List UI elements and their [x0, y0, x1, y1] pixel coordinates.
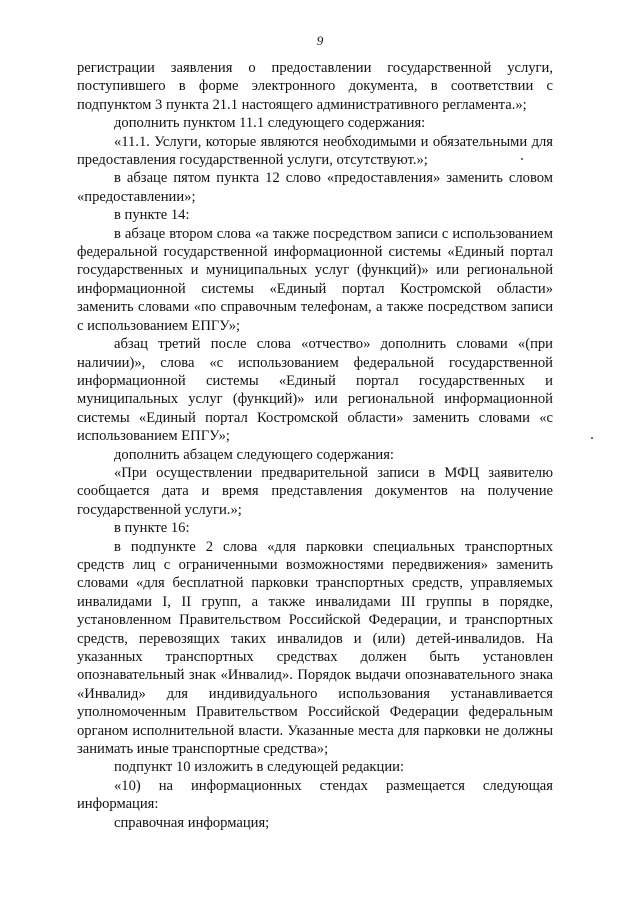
scan-speck [591, 437, 593, 439]
document-body [77, 59, 553, 832]
paragraph-point-16-subpoint-2: в подпункте 2 слова «для парковки специальных транспортных средств лиц с ограниченными возможностями передвижения» заменить словами «для бесплатной парковки транспортных средств, управляемых инвалидами I, II групп, а также инвалидами III группы в порядке, установленном Правительством Российской Федерации, и транспортных средств, перевозящих таких инвалидов и (или) детей-инвалидов. На указанных транспортных средствах должен быть установлен опознавательный знак «Инвалид». Порядок выдачи опознавательного знака «Инвалид» для индивидуального использования устанавливается уполномоченным Правительством Российской Федерации федеральным органом исполнительной власти. Указанные места для парковки не должны занимать иные транспортные средства»; [77, 538, 553, 758]
paragraph-point-16-heading: в пункте 16: [114, 520, 190, 537]
paragraph-continuation: регистрации заявления о предоставлении государственной услуги, поступившего в форме электронного документа, в соответствии с подпунктом 3 пункта 21.1 настоящего административного регламента.»; [77, 60, 553, 113]
paragraph-point-14-heading: в пункте 14: [114, 207, 190, 224]
paragraph-point-14-second: в абзаце втором слова «а также посредством записи с использованием федеральной государственной информационной системы «Единый портал государственных и муниципальных услуг (функций)» или региональной информационной системы «Единый портал Костромской области» заменить словами «по справочным телефонам, а также посредством записи с использованием ЕПГУ»; [77, 225, 553, 334]
paragraph-point-14-third: абзац третий после слова «отчество» дополнить словами «(при наличии)», слова «с использованием федеральной государственной информационной системы «Единый портал государственных и муниципальных услуг (функций)» или региональной информационной системы «Единый портал Костромской области» заменить словами «с использованием ЕПГУ»; [77, 336, 553, 445]
paragraph-subpoint-10-text: «10) на информационных стендах размещается следующая информация: [77, 777, 553, 813]
paragraph-add-point-11-1: дополнить пунктом 11.1 следующего содержания: [114, 115, 426, 132]
paragraph-point-12-change: в абзаце пятом пункта 12 слово «предоставления» заменить словом «предоставлении»; [77, 170, 553, 205]
paragraph-mfc-record: «При осуществлении предварительной записи в МФЦ заявителю сообщается дата и время представления документов на получение государственной услуги.»; [77, 464, 553, 518]
paragraph-point-11-1-text: «11.1. Услуги, которые являются необходимыми и обязательными для предоставления государственной услуги, отсутствуют.»; [77, 133, 553, 169]
paragraph-add-abzac: дополнить абзацем следующего содержания: [114, 446, 394, 463]
paragraph-subpoint-10-heading: подпункт 10 изложить в следующей редакции: [114, 759, 405, 776]
page-number: 9 [316, 33, 324, 48]
paragraph-reference-info: справочная информация; [114, 814, 270, 831]
scan-speck [521, 158, 523, 160]
